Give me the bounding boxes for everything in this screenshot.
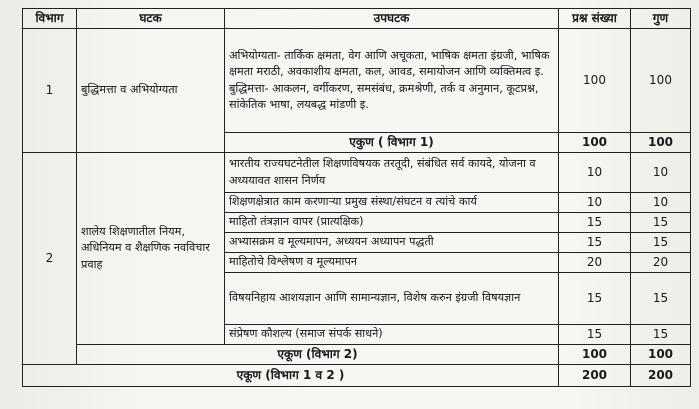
section2-sub-1: भारतीय राज्यघटनेतील शिक्षणविषयक तरतूदी, संबंधित सर्व कायदे, योजना व अध्ययावत शासन निर्णय: [225, 153, 559, 193]
section1-total-questions: 100: [559, 133, 631, 153]
section2-total-questions: 100: [559, 345, 631, 365]
section1-component: बुद्धिमत्ता व अभियोग्यता: [77, 29, 225, 153]
section1-marks: 100: [631, 29, 691, 133]
section2-marks-6: 15: [631, 273, 691, 325]
section2-marks-5: 20: [631, 253, 691, 273]
section2-marks-3: 15: [631, 213, 691, 233]
grand-total-marks: 200: [631, 365, 691, 387]
section2-component: शालेय शिक्षणातील नियम, अधिनियम व शैक्षणिक नवविचार प्रवाह: [77, 153, 225, 345]
section2-questions-2: 10: [559, 193, 631, 213]
section1-total-label: एकुण ( विभाग 1): [225, 133, 559, 153]
header-division: विभाग: [23, 9, 77, 29]
section2-marks-7: 15: [631, 325, 691, 345]
section2-sub-5: माहितोचे विश्लेषण व मूल्यमापन: [225, 253, 559, 273]
grand-total-questions: 200: [559, 365, 631, 387]
section2-marks-1: 10: [631, 153, 691, 193]
section2-questions-3: 15: [559, 213, 631, 233]
section2-total-marks: 100: [631, 345, 691, 365]
section1-division: 1: [23, 29, 77, 153]
section1-questions: 100: [559, 29, 631, 133]
section2-total-row: [23, 345, 691, 365]
section2-questions-6: 15: [559, 273, 631, 325]
section2-sub-3: माहितो तंत्रज्ञान वापर (प्रात्यक्षिक): [225, 213, 559, 233]
section2-sub-6: विषयनिहाय आशयज्ञान आणि सामान्यज्ञान, विशेष करुन इंग्रजी विषयज्ञान: [225, 273, 559, 325]
section2-questions-1: 10: [559, 153, 631, 193]
section2-sub-2: शिक्षणक्षेत्रात काम करणाऱ्या प्रमुख संस्था/संघटन व त्यांचे कार्य: [225, 193, 559, 213]
section2-questions-7: 15: [559, 325, 631, 345]
section2-questions-5: 20: [559, 253, 631, 273]
table-row: [23, 153, 691, 193]
section2-sub-4: अभ्यासक्रम व मूल्यमापन, अध्ययन अध्यापन पद्धती: [225, 233, 559, 253]
exam-structure-table: [22, 8, 691, 387]
header-component: घटक: [77, 9, 225, 29]
grand-total-label: एकूण (विभाग 1 व 2 ): [23, 365, 559, 387]
section2-division: 2: [23, 153, 77, 365]
section1-total-marks: 100: [631, 133, 691, 153]
header-marks: गुण: [631, 9, 691, 29]
section2-sub-7: संप्रेषण कौशल्य (समाज संपर्क साधने): [225, 325, 559, 345]
section2-marks-2: 10: [631, 193, 691, 213]
header-subcomponent: उपघटक: [225, 9, 559, 29]
grand-total-row: [23, 365, 691, 387]
header-question-count: प्रश्न संख्या: [559, 9, 631, 29]
table-row: [23, 29, 691, 133]
section1-subcomponent: अभियोग्यता- तार्किक क्षमता, वेग आणि अचूकता, भाषिक क्षमता इंग्रजी, भाषिक क्षमता मराठी, अवकाशीय क्षमता, कल, आवड, समायोजन आणि व्यक्तिमत्व इ. बुद्धिमत्ता- आकलन, वर्गीकरण, समसंबंध, क्रमश्रेणी, तर्क व अनुमान, कूटप्रश्न, सांकेतिक भाषा, लयबद्ध मांडणी इ.: [225, 29, 559, 133]
header-row: [23, 9, 691, 29]
section2-marks-4: 15: [631, 233, 691, 253]
section2-questions-4: 15: [559, 233, 631, 253]
section2-total-label: एकूण (विभाग 2): [77, 345, 559, 365]
